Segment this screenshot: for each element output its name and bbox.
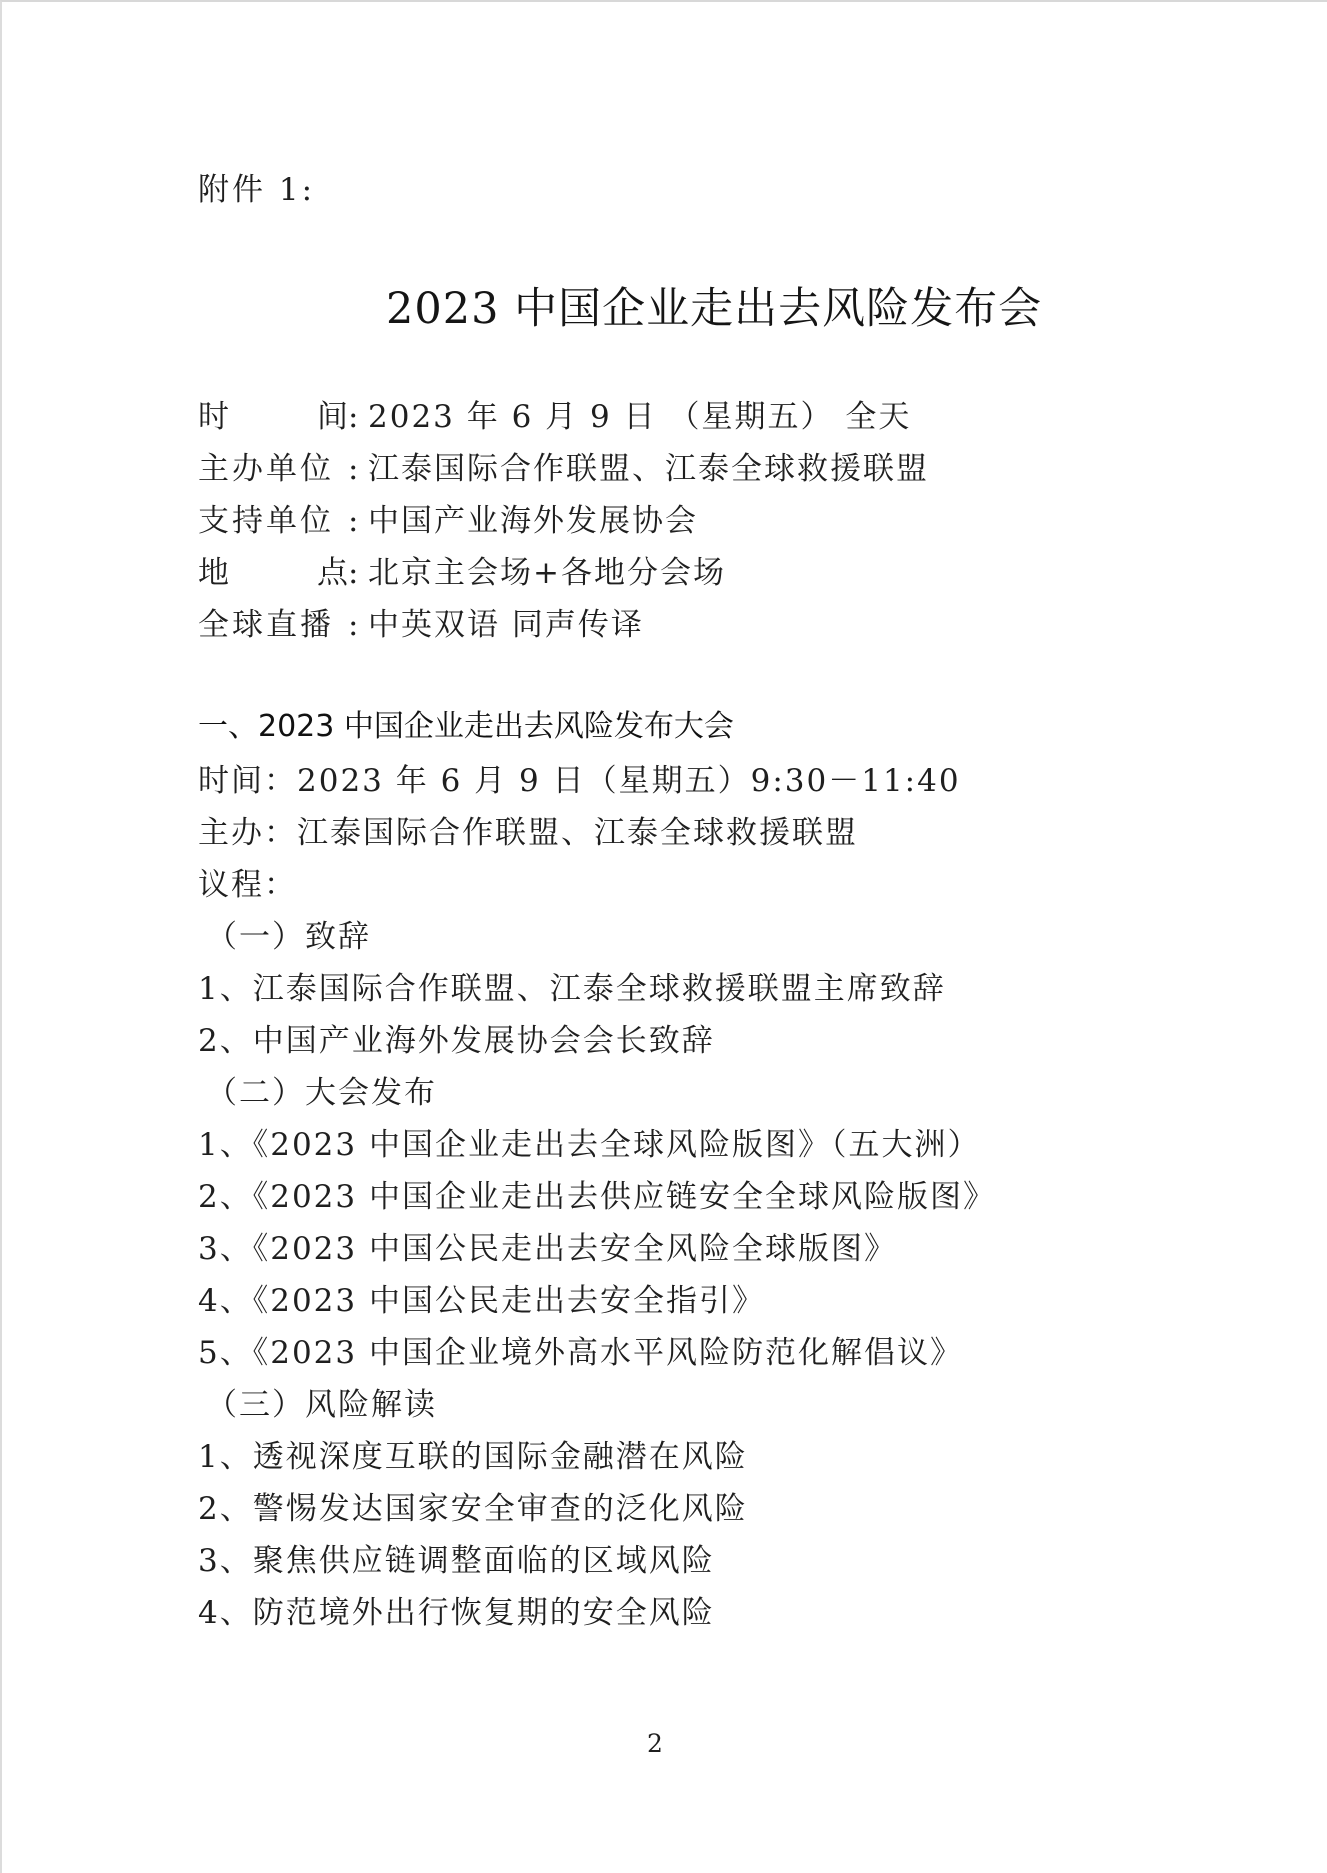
agenda-group-label: （三）风险解读	[206, 1387, 437, 1423]
agenda-item: 1、透视深度互联的国际金融潜在风险	[198, 1439, 748, 1475]
agenda-item: 1、《2023 中国企业走出去全球风险版图》（五大洲）	[198, 1127, 981, 1163]
meta-value-broadcast: 中英双语 同声传译	[368, 607, 644, 643]
agenda-item: 2、中国产业海外发展协会会长致辞	[198, 1023, 715, 1059]
agenda-group-label: （一）致辞	[206, 919, 371, 955]
meta-row-location	[198, 553, 726, 593]
meta-row-time	[198, 397, 911, 437]
document-title: 2023 中国企业走出去风险发布会	[386, 284, 1043, 334]
meta-label-broadcast: 全球直播	[198, 607, 334, 643]
agenda-item: 1、江泰国际合作联盟、江泰全球救援联盟主席致辞	[198, 971, 946, 1007]
section-time: 时间：2023 年 6 月 9 日（星期五）9:30－11:40	[198, 763, 961, 799]
agenda-group-label: （二）大会发布	[206, 1075, 437, 1111]
section-heading: 一、2023 中国企业走出去风险发布大会	[198, 709, 734, 744]
meta-colon: :	[348, 399, 361, 435]
meta-label-location: 地点	[198, 555, 348, 591]
meta-value-location: 北京主会场+各地分会场	[368, 555, 726, 591]
meta-label-organizer: 主办单位	[198, 451, 334, 487]
agenda-item: 3、《2023 中国公民走出去安全风险全球版图》	[198, 1231, 897, 1267]
agenda-label: 议程：	[198, 867, 297, 903]
agenda-item: 3、聚焦供应链调整面临的区域风险	[198, 1543, 715, 1579]
agenda-item: 2、《2023 中国企业走出去供应链安全全球风险版图》	[198, 1179, 996, 1215]
meta-value-organizer: 江泰国际合作联盟、江泰全球救援联盟	[368, 451, 929, 487]
meta-value-time: 2023 年 6 月 9 日 （星期五） 全天	[368, 399, 912, 435]
agenda-item: 2、警惕发达国家安全审查的泛化风险	[198, 1491, 748, 1527]
page-number: 2	[647, 1729, 663, 1758]
meta-label-supporter: 支持单位	[198, 503, 334, 539]
meta-colon: :	[348, 451, 361, 487]
agenda-item: 4、防范境外出行恢复期的安全风险	[198, 1595, 715, 1631]
meta-colon: :	[348, 607, 361, 643]
agenda-item: 5、《2023 中国企业境外高水平风险防范化解倡议》	[198, 1335, 963, 1371]
meta-colon: :	[348, 503, 361, 539]
meta-colon: :	[348, 555, 361, 591]
meta-value-supporter: 中国产业海外发展协会	[368, 503, 698, 539]
meta-label-time: 时间	[198, 399, 348, 435]
meta-row-supporter	[198, 501, 698, 541]
meta-row-organizer	[198, 449, 929, 489]
attachment-label: 附件 1:	[198, 172, 316, 208]
meta-row-broadcast	[198, 605, 644, 645]
section-host: 主办：江泰国际合作联盟、江泰全球救援联盟	[198, 815, 858, 851]
agenda-item: 4、《2023 中国公民走出去安全指引》	[198, 1283, 765, 1319]
